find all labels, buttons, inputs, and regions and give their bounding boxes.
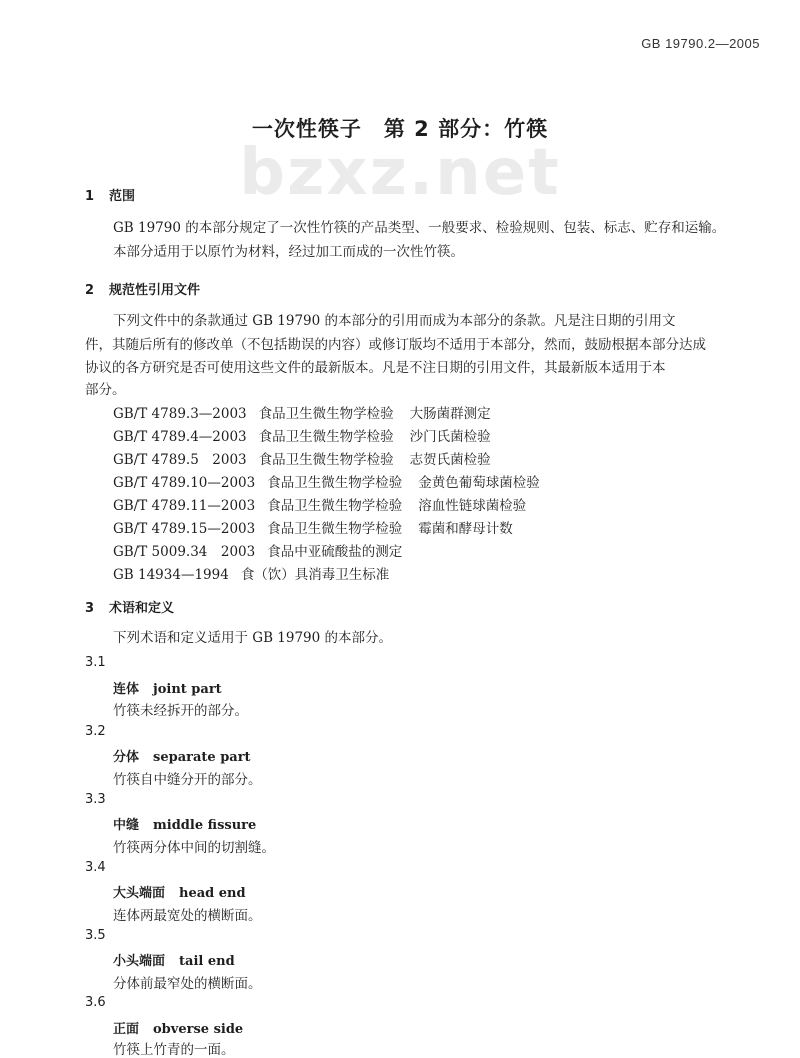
section-title: 范围: [109, 189, 136, 204]
standard-number: GB 19790.2—2005: [641, 36, 760, 51]
ref-item: 霉菌和酵母计数: [418, 521, 513, 537]
section-2-line: 下列文件中的条款通过 GB 19790 的本部分的引用而成为本部分的条款。凡是注日期的引用文: [113, 313, 676, 329]
term-number: 3.5: [85, 928, 106, 943]
ref-code: GB/T 5009.34 2003: [113, 544, 256, 560]
ref-item: 大肠菌群测定: [409, 406, 491, 422]
section-2-line: 件，其随后所有的修改单（不包括勘误的内容）或修订版均不适用于本部分，然而，鼓励根据本部分达成: [85, 337, 706, 353]
section-1-line: GB 19790 的本部分规定了一次性竹筷的产品类型、一般要求、检验规则、包装、标志、贮存和运输。: [113, 220, 726, 236]
ref-code: GB/T 4789.5 2003: [113, 452, 247, 468]
ref-item: 溶血性链球菌检验: [418, 498, 527, 514]
section-number: 2: [85, 283, 95, 298]
section-2-line: 部分。: [85, 382, 126, 398]
ref-item: 金黄色葡萄球菌检验: [418, 475, 540, 491]
term-zh: 中缝: [113, 818, 140, 833]
section-3-intro: 下列术语和定义适用于 GB 19790 的本部分。: [113, 630, 393, 646]
term-en: separate part: [153, 750, 251, 765]
term-heading: [113, 1018, 243, 1037]
term-zh: 正面: [113, 1022, 140, 1037]
term-heading: [113, 882, 246, 901]
ref-name: 食（饮）具消毒卫生标准: [240, 567, 390, 583]
reference-item: [113, 448, 491, 468]
reference-item: [113, 471, 540, 491]
ref-name: 食品卫生微生物学检验: [258, 452, 394, 468]
term-en: obverse side: [153, 1022, 244, 1037]
watermark: bzxz.net: [239, 136, 561, 210]
term-en: head end: [179, 886, 246, 901]
section-2-line: 协议的各方研究是否可使用这些文件的最新版本。凡是不注日期的引用文件，其最新版本适用于本: [85, 360, 666, 376]
term-number: 3.1: [85, 655, 106, 670]
ref-code: GB/T 4789.15—2003: [113, 521, 256, 537]
term-number: 3.6: [85, 995, 106, 1010]
term-definition: 连体两最宽处的横断面。: [113, 908, 262, 924]
ref-name: 食品中亚硫酸盐的测定: [267, 544, 403, 560]
ref-name: 食品卫生微生物学检验: [267, 521, 403, 537]
section-title: 规范性引用文件: [109, 283, 201, 298]
section-number: 3: [85, 601, 95, 616]
term-definition: 分体前最窄处的横断面。: [113, 976, 262, 992]
section-title: 术语和定义: [109, 601, 175, 616]
ref-code: GB/T 4789.11—2003: [113, 498, 256, 514]
term-number: 3.3: [85, 792, 106, 807]
ref-code: GB/T 4789.4—2003: [113, 429, 247, 445]
term-definition: 竹筷自中缝分开的部分。: [113, 772, 262, 788]
reference-item: [113, 540, 418, 560]
term-heading: [113, 814, 256, 833]
reference-item: [113, 494, 526, 514]
term-en: tail end: [179, 954, 235, 969]
section-number: 1: [85, 189, 95, 204]
ref-code: GB/T 4789.10—2003: [113, 475, 256, 491]
ref-code: GB/T 4789.3—2003: [113, 406, 247, 422]
ref-code: GB 14934—1994: [113, 567, 229, 583]
section-3-heading: [85, 597, 174, 616]
term-definition: 竹筷上竹青的一面。: [113, 1042, 235, 1058]
ref-item: 志贺氏菌检验: [409, 452, 491, 468]
term-zh: 大头端面: [113, 886, 166, 901]
term-heading: [113, 678, 222, 697]
term-number: 3.2: [85, 724, 106, 739]
section-2-heading: [85, 279, 200, 298]
term-en: middle fissure: [153, 818, 257, 833]
term-en: joint part: [153, 682, 222, 697]
section-1-line: 本部分适用于以原竹为材料，经过加工而成的一次性竹筷。: [113, 244, 464, 260]
section-1-heading: [85, 185, 135, 204]
reference-item: [113, 563, 405, 583]
term-number: 3.4: [85, 860, 106, 875]
term-heading: [113, 746, 251, 765]
reference-item: [113, 517, 513, 537]
document-title: 一次性筷子 第 2 部分：竹筷: [251, 117, 549, 141]
term-heading: [113, 950, 235, 969]
term-definition: 竹筷未经拆开的部分。: [113, 703, 248, 719]
ref-name: 食品卫生微生物学检验: [258, 429, 394, 445]
term-zh: 连体: [113, 682, 140, 697]
reference-item: [113, 425, 491, 445]
ref-name: 食品卫生微生物学检验: [267, 475, 403, 491]
ref-name: 食品卫生微生物学检验: [267, 498, 403, 514]
reference-item: [113, 402, 491, 422]
term-zh: 分体: [113, 750, 140, 765]
ref-item: 沙门氏菌检验: [409, 429, 491, 445]
term-definition: 竹筷两分体中间的切割缝。: [113, 840, 275, 856]
term-zh: 小头端面: [113, 954, 166, 969]
ref-name: 食品卫生微生物学检验: [258, 406, 394, 422]
